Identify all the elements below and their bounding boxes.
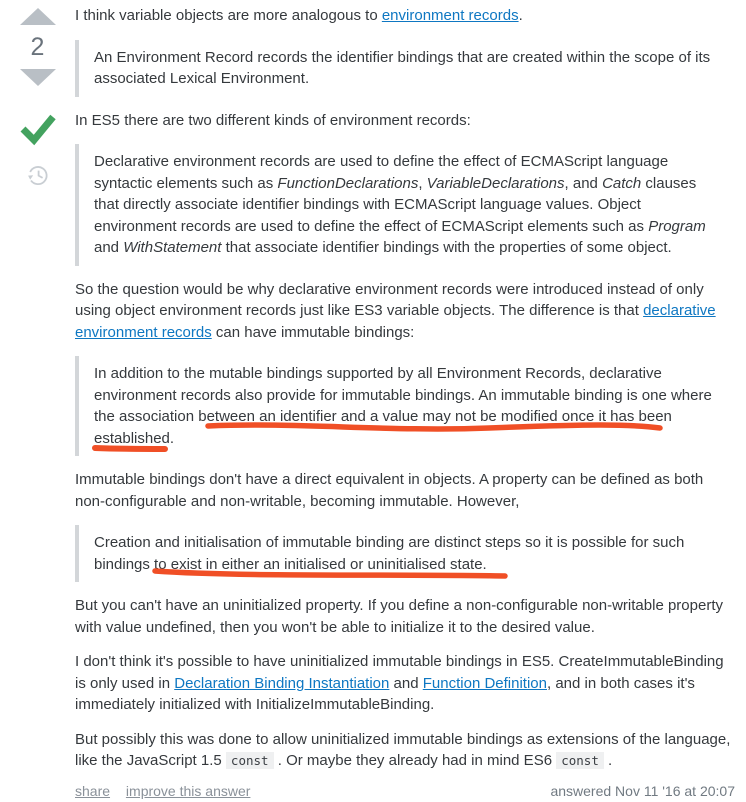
quote-declarative-records: [75, 144, 735, 266]
paragraph-question: [75, 279, 735, 344]
text: But possibly this was done to allow uninitialized immutable bindings as extensions of the language, like the JavaScript 1.5: [75, 731, 730, 770]
paragraph-uninitialized: But you can't have an uninitialized property. If you define a non-configurable non-writable property with value undefined, then you won't be able to initialize it to the desired value.: [75, 595, 735, 638]
text: .: [519, 7, 523, 24]
link-function-definition[interactable]: Function Definition: [423, 675, 547, 692]
quote-text: that associate identifier bindings with the properties of some object.: [221, 239, 671, 256]
term-variable-declarations: VariableDeclarations: [427, 175, 565, 192]
term-program: Program: [648, 218, 706, 235]
quote-text: An Environment Record records the identifier bindings that are created within the scope of its associated Lexical Environment.: [94, 49, 710, 88]
answer-footer: [75, 781, 735, 802]
link-declaration-binding-instantiation[interactable]: Declaration Binding Instantiation: [174, 675, 389, 692]
paragraph-possibly: [75, 729, 735, 772]
paragraph-no-equivalent: Immutable bindings don't have a direct equivalent in objects. A property can be defined as both non-configurable and non-writable, becoming immutable. However,: [75, 469, 735, 512]
paragraph-intro: [75, 5, 735, 27]
quote-text: and: [94, 239, 123, 256]
text: . Or maybe they already had in mind ES6: [274, 752, 557, 769]
quote-text: clauses that directly associate identifier bindings with ECMAScript language values. Object environment records are used to define the effect of ECMAScript elements such as: [94, 175, 696, 235]
paragraph-es5-usage: [75, 651, 735, 716]
term-function-declarations: FunctionDeclarations: [277, 175, 418, 192]
quote-immutable-bindings: [75, 356, 735, 456]
link-declarative-environment-records[interactable]: declarative environment records: [75, 302, 716, 341]
vote-column: [0, 0, 75, 802]
accepted-checkmark-icon[interactable]: [19, 110, 57, 148]
quote-text: Declarative environment records are used to define the effect of ECMAScript language syntactic elements such as: [94, 153, 668, 192]
code-const: const: [556, 752, 604, 769]
answer-body: [75, 0, 746, 802]
text: I don't think it's possible to have uninitialized immutable bindings in ES5. CreateImmutableBinding is only used in: [75, 653, 724, 692]
text: , and in both cases it's immediately initialized with InitializeImmutableBinding.: [75, 675, 695, 714]
text: and: [389, 675, 422, 692]
vote-count: 2: [31, 33, 45, 61]
footer-links: [75, 781, 262, 802]
code-const: const: [226, 752, 274, 769]
answered-timestamp: answered Nov 11 '16 at 20:07: [550, 781, 735, 802]
text: So the question would be why declarative environment records were introduced instead of only using object environment records just like ES3 variable objects. The difference is that: [75, 281, 704, 320]
share-link[interactable]: share: [75, 783, 110, 799]
quote-creation-initialisation: [75, 525, 735, 582]
quote-text: In addition to the mutable bindings supported by all Environment Records, declarative environment records also provide for immutable bindings. An immutable binding is one where the association between an identifier and a value may not be modified once it has been established.: [94, 365, 712, 447]
text: can have immutable bindings:: [212, 324, 415, 341]
link-environment-records[interactable]: environment records: [382, 7, 519, 24]
improve-answer-link[interactable]: improve this answer: [126, 783, 251, 799]
text: I think variable objects are more analogous to: [75, 7, 382, 24]
term-with-statement: WithStatement: [123, 239, 221, 256]
downvote-icon[interactable]: [20, 69, 56, 86]
paragraph-es5-kinds: In ES5 there are two different kinds of environment records:: [75, 110, 735, 132]
quote-text: ,: [418, 175, 426, 192]
quote-text: Creation and initialisation of immutable binding are distinct steps so it is possible for such bindings to exist in either an initialised or uninitialised state.: [94, 534, 684, 573]
history-clock-icon[interactable]: [25, 162, 51, 188]
text: .: [604, 752, 612, 769]
term-catch: Catch: [602, 175, 641, 192]
quote-environment-record: [75, 40, 735, 97]
upvote-icon[interactable]: [20, 8, 56, 25]
quote-text: , and: [565, 175, 603, 192]
